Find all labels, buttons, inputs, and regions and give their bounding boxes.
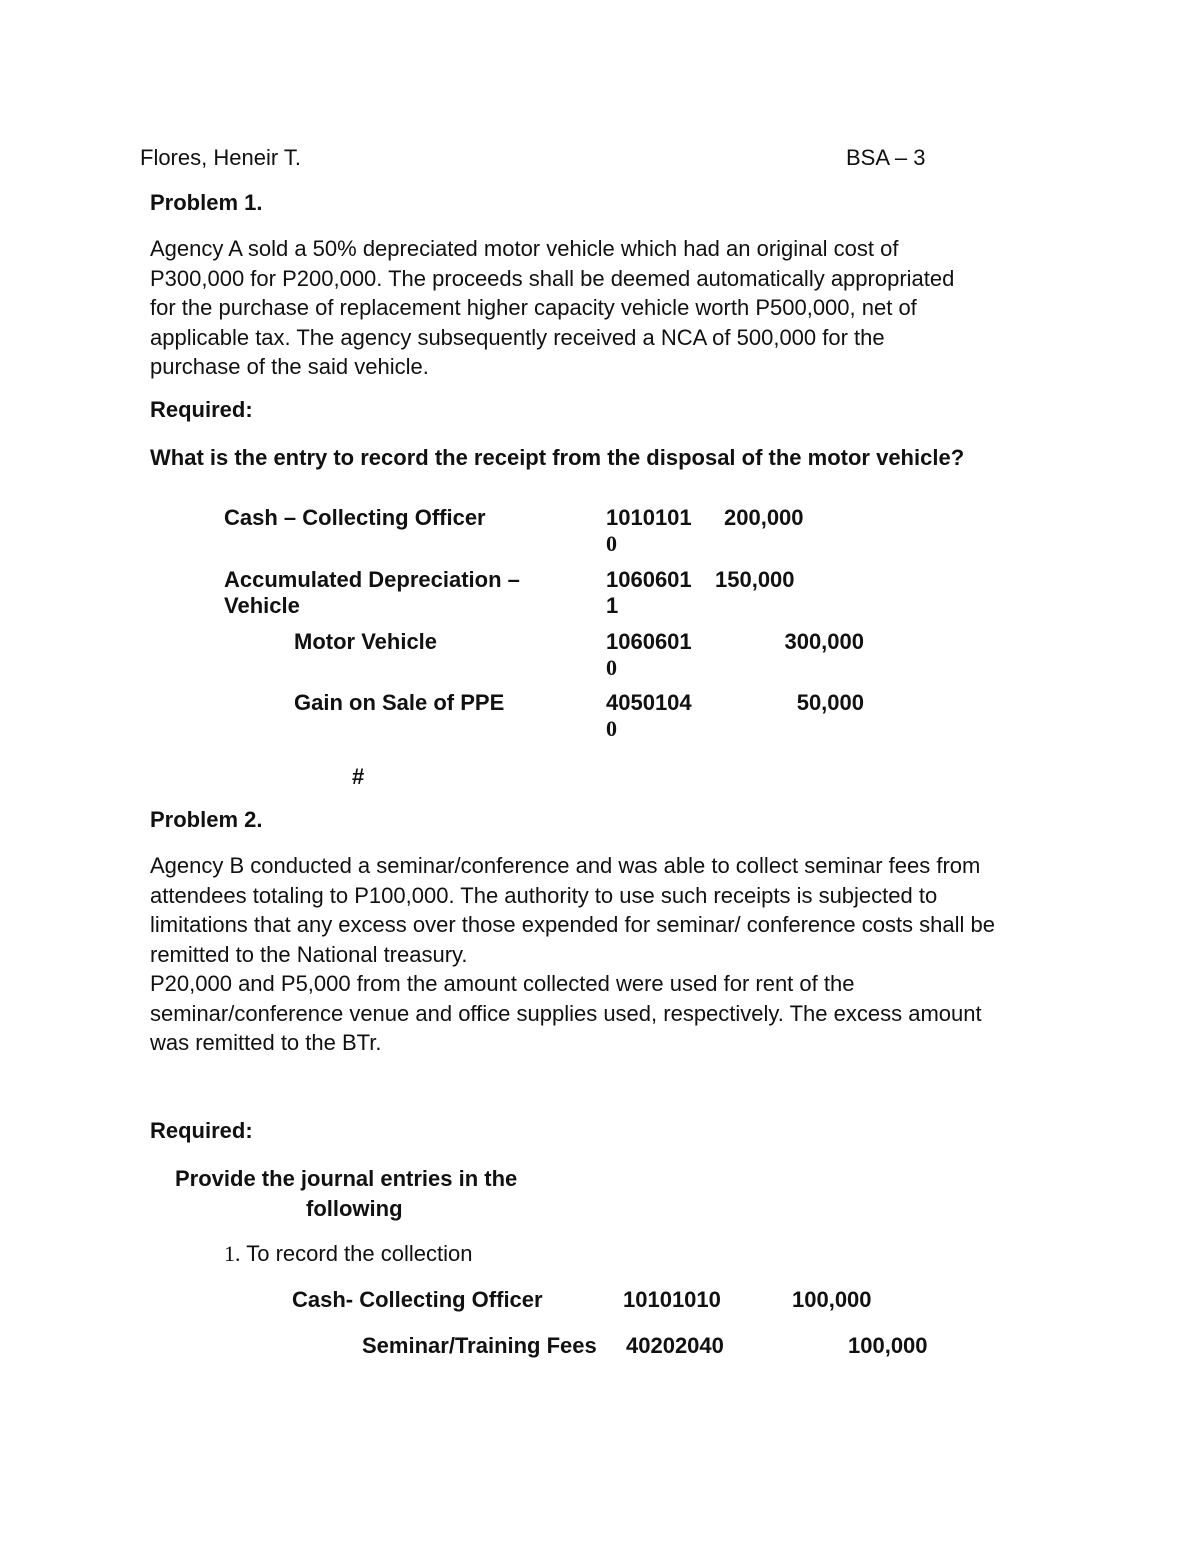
problem-2-body — [150, 851, 1070, 1058]
account-name: Motor Vehicle — [294, 629, 438, 654]
account-name: Gain on Sale of PPE — [294, 690, 505, 715]
debit-amount: 200,000 — [724, 505, 804, 530]
problem-1-body — [150, 234, 1070, 382]
hash-mark: # — [352, 764, 365, 789]
step-1-number: 1. — [224, 1241, 241, 1266]
problem-2-line: was remitted to the BTr. — [150, 1030, 382, 1055]
debit-amount: 150,000 — [715, 567, 795, 592]
problem-1-line: Agency A sold a 50% depreciated motor vehicle which had an original cost of — [150, 236, 899, 261]
problem-1-title: Problem 1. — [150, 190, 263, 215]
problem-1-required-label: Required: — [150, 397, 253, 422]
problem-2-line: attendees totaling to P100,000. The authority to use such receipts is subjected to — [150, 882, 938, 908]
credit-amount: 50,000 — [796, 690, 864, 715]
step-1 — [224, 1241, 472, 1267]
problem-2-instruction: Provide the journal entries in the following — [175, 1166, 518, 1221]
problem-2-line: limitations that any excess over those expended for seminar/ conference costs shall be — [150, 912, 996, 937]
student-name: Flores, Heneir T. — [140, 145, 301, 170]
account-name: Cash – Collecting Officer — [224, 505, 486, 530]
course-label: BSA – 3 — [846, 145, 926, 170]
account-name: Cash- Collecting Officer — [292, 1287, 543, 1312]
problem-1-question: What is the entry to record the receipt from the disposal of the motor vehicle? — [150, 445, 965, 470]
account-name: Seminar/Training Fees — [362, 1333, 597, 1358]
problem-2-line: remitted to the National treasury. — [150, 941, 468, 967]
problem-2-title: Problem 2. — [150, 807, 263, 832]
credit-amount: 100,000 — [848, 1333, 928, 1358]
debit-amount: 100,000 — [792, 1287, 872, 1312]
account-code: 4050104 0 — [606, 690, 692, 741]
problem-1-line: purchase of the said vehicle. — [150, 354, 429, 379]
problem-2-line: seminar/conference venue and office supplies used, respectively. The excess amount — [150, 1000, 982, 1026]
problem-1-line: for the purchase of replacement higher capacity vehicle worth P500,000, net of — [150, 295, 917, 320]
credit-amount: 300,000 — [784, 629, 864, 654]
problem-1-line: P300,000 for P200,000. The proceeds shall be deemed automatically appropriated — [150, 265, 955, 291]
problem-1-line: applicable tax. The agency subsequently received a NCA of 500,000 for the — [150, 324, 885, 350]
account-name: Accumulated Depreciation – Vehicle — [224, 567, 520, 618]
problem-2-required-label: Required: — [150, 1118, 253, 1143]
problem-2-line: Agency B conducted a seminar/conference and was able to collect seminar fees from — [150, 853, 981, 878]
account-code: 40202040 — [626, 1333, 724, 1358]
problem-2-line: P20,000 and P5,000 from the amount collected were used for rent of the — [150, 971, 855, 996]
step-1-label: To record the collection — [246, 1241, 473, 1266]
account-code: 1010101 0 — [606, 505, 692, 556]
account-code: 1060601 0 — [606, 629, 692, 680]
account-code: 10101010 — [623, 1287, 721, 1312]
account-code: 1060601 1 — [606, 567, 692, 618]
